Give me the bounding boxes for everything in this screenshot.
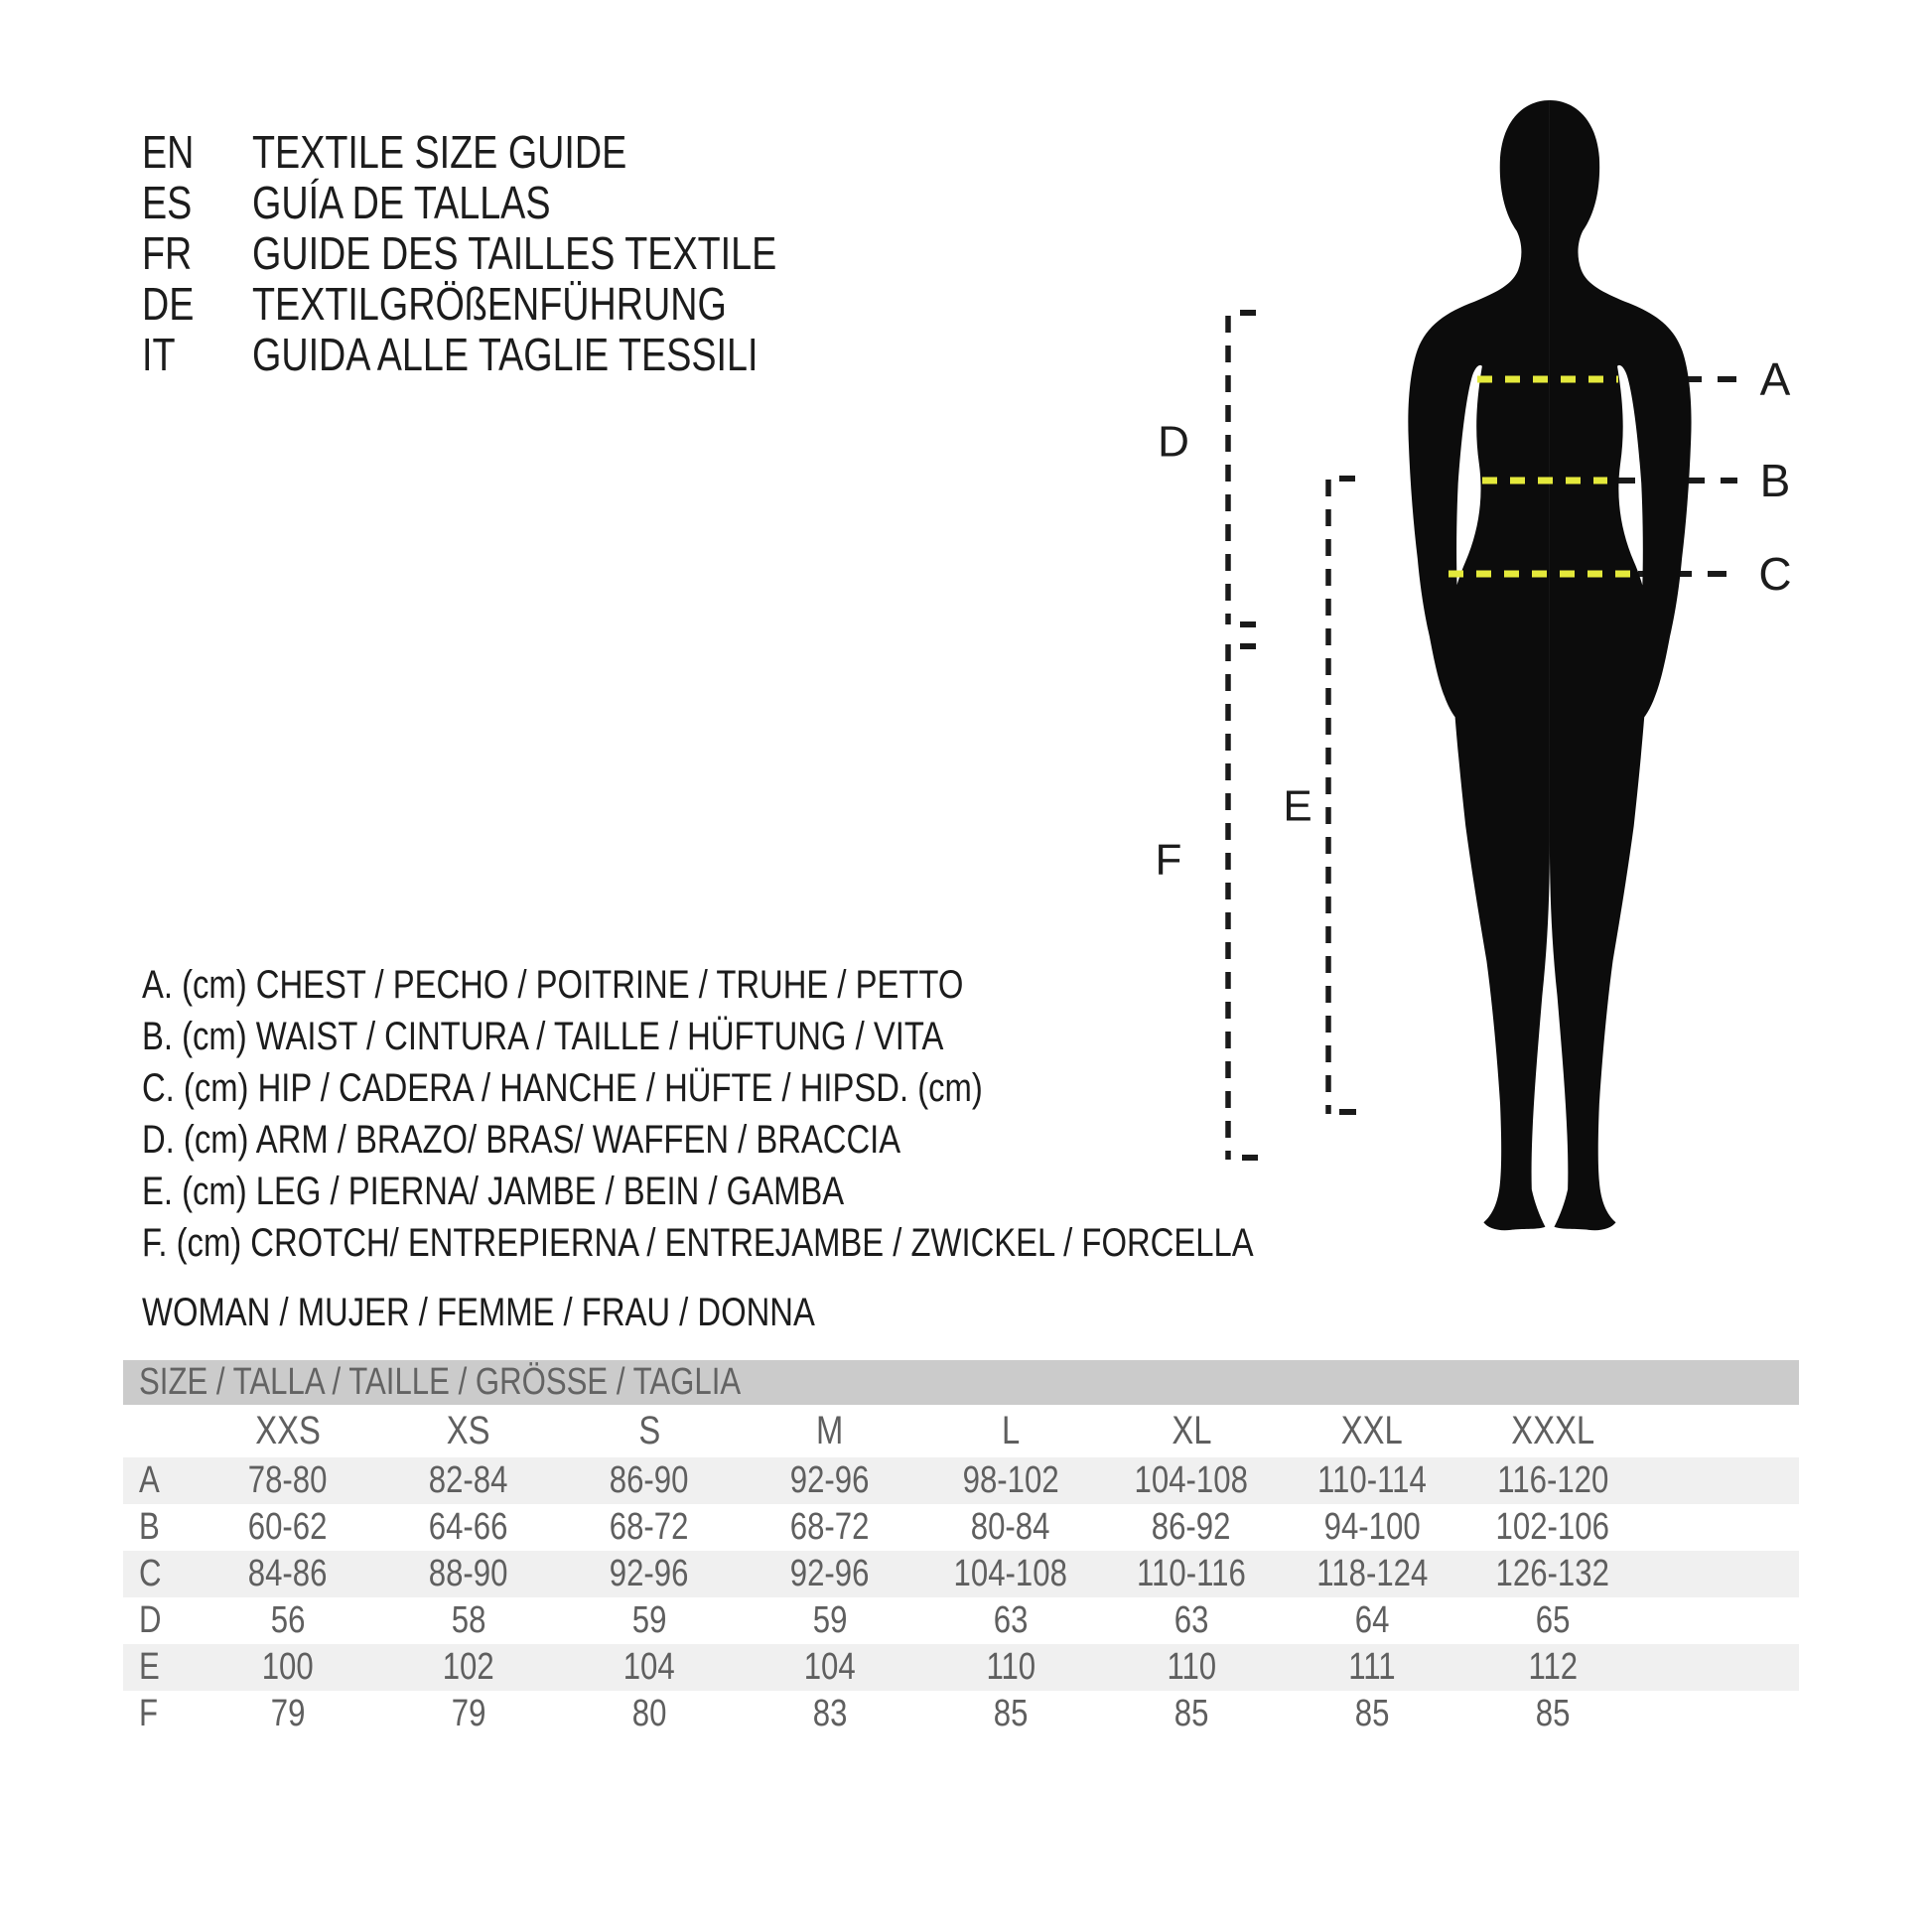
legend-line-e: E. (cm) LEG / PIERNA/ JAMBE / BEIN / GAMBA bbox=[142, 1170, 845, 1213]
cell-value: 88-90 bbox=[429, 1553, 508, 1594]
cell-value: 102-106 bbox=[1495, 1506, 1610, 1548]
silhouette-half-path bbox=[1550, 100, 1692, 1230]
cell-value: 60-62 bbox=[248, 1506, 328, 1548]
legend-line-a: A. (cm) CHEST / PECHO / POITRINE / TRUHE / PETTO bbox=[142, 963, 964, 1007]
cell-value: 104 bbox=[623, 1646, 675, 1688]
cell-value: 94-100 bbox=[1323, 1506, 1421, 1548]
language-code: DE bbox=[142, 278, 195, 330]
cell-value: 79 bbox=[270, 1693, 306, 1734]
cell-value: 56 bbox=[270, 1599, 306, 1641]
cell-value: 80 bbox=[631, 1693, 667, 1734]
label-waist-b: B bbox=[1759, 455, 1791, 506]
cell-value: 85 bbox=[1535, 1693, 1571, 1734]
legend-line-b: B. (cm) WAIST / CINTURA / TAILLE / HÜFTUNG / VITA bbox=[142, 1015, 944, 1058]
cell-value: 110 bbox=[986, 1646, 1035, 1688]
guide-title: GUÍA DE TALLAS bbox=[252, 177, 551, 228]
cell-value: 65 bbox=[1535, 1599, 1571, 1641]
size-col-s: S bbox=[638, 1409, 660, 1452]
cell-value: 116-120 bbox=[1496, 1459, 1609, 1501]
row-label: B bbox=[139, 1506, 160, 1548]
language-code: FR bbox=[142, 227, 193, 279]
cell-value: 104-108 bbox=[953, 1553, 1068, 1594]
cell-value: 118-124 bbox=[1315, 1553, 1429, 1594]
label-leg-e: E bbox=[1283, 781, 1312, 831]
size-header-row bbox=[123, 1405, 1799, 1457]
cell-value: 110-116 bbox=[1137, 1553, 1246, 1594]
cell-value: 68-72 bbox=[610, 1506, 689, 1548]
body-measurement-figure bbox=[1122, 89, 1837, 1251]
row-label: F bbox=[139, 1693, 159, 1734]
size-col-xs: XS bbox=[447, 1409, 490, 1452]
language-row bbox=[142, 127, 892, 178]
cell-value: 59 bbox=[812, 1599, 848, 1641]
silhouette-mirrored-half bbox=[1408, 100, 1550, 1230]
bracket-ticks bbox=[1240, 313, 1356, 1158]
cell-value: 102 bbox=[443, 1646, 494, 1688]
language-row bbox=[142, 279, 892, 330]
cell-value: 63 bbox=[993, 1599, 1029, 1641]
row-label: C bbox=[139, 1553, 162, 1594]
cell-value: 98-102 bbox=[962, 1459, 1059, 1501]
label-chest-a: A bbox=[1759, 353, 1791, 405]
gender-heading: WOMAN / MUJER / FEMME / FRAU / DONNA bbox=[142, 1291, 815, 1334]
guide-title: GUIDE DES TAILLES TEXTILE bbox=[252, 227, 777, 279]
cell-value: 110-114 bbox=[1317, 1459, 1427, 1501]
cell-value: 80-84 bbox=[971, 1506, 1050, 1548]
cell-value: 92-96 bbox=[610, 1553, 689, 1594]
table-row-crotch bbox=[123, 1691, 1799, 1737]
cell-value: 104-108 bbox=[1134, 1459, 1249, 1501]
guide-title: TEXTILE SIZE GUIDE bbox=[252, 126, 627, 178]
size-table-header-bar bbox=[123, 1360, 1799, 1405]
size-col-m: M bbox=[816, 1409, 844, 1452]
cell-value: 85 bbox=[1354, 1693, 1390, 1734]
language-code: EN bbox=[142, 126, 195, 178]
cell-value: 112 bbox=[1528, 1646, 1578, 1688]
language-row bbox=[142, 228, 892, 279]
language-row bbox=[142, 178, 892, 228]
cell-value: 58 bbox=[451, 1599, 486, 1641]
label-hip-c: C bbox=[1758, 548, 1792, 600]
cell-value: 79 bbox=[451, 1693, 486, 1734]
cell-value: 85 bbox=[1173, 1693, 1209, 1734]
table-row-arm bbox=[123, 1597, 1799, 1644]
legend-line-d: D. (cm) ARM / BRAZO/ BRAS/ WAFFEN / BRACCIA bbox=[142, 1118, 901, 1162]
language-row bbox=[142, 330, 892, 380]
size-col-xxxl: XXXL bbox=[1511, 1409, 1594, 1452]
label-arm-d: D bbox=[1158, 417, 1189, 467]
size-table-header-text: SIZE / TALLA / TAILLE / GRÖSSE / TAGLIA bbox=[139, 1361, 742, 1403]
vertical-measure-lines bbox=[1228, 313, 1356, 1160]
cell-value: 82-84 bbox=[429, 1459, 508, 1501]
cell-value: 110 bbox=[1167, 1646, 1216, 1688]
cell-value: 64 bbox=[1354, 1599, 1390, 1641]
cell-value: 111 bbox=[1348, 1646, 1396, 1688]
table-row-hip bbox=[123, 1551, 1799, 1597]
size-col-xl: XL bbox=[1171, 1409, 1212, 1452]
cell-value: 85 bbox=[993, 1693, 1029, 1734]
cell-value: 64-66 bbox=[429, 1506, 508, 1548]
table-row-chest bbox=[123, 1457, 1799, 1504]
size-table bbox=[123, 1405, 1799, 1737]
table-row-waist bbox=[123, 1504, 1799, 1551]
table-row-leg bbox=[123, 1644, 1799, 1691]
size-table-section bbox=[123, 1360, 1799, 1737]
language-code: IT bbox=[142, 329, 176, 380]
cell-value: 86-90 bbox=[610, 1459, 689, 1501]
cell-value: 100 bbox=[262, 1646, 314, 1688]
legend-line-f: F. (cm) CROTCH/ ENTREPIERNA / ENTREJAMBE / ZWICKEL / FORCELLA bbox=[142, 1221, 1254, 1265]
cell-value: 83 bbox=[812, 1693, 848, 1734]
row-label: A bbox=[139, 1459, 160, 1501]
legend-line-c: C. (cm) HIP / CADERA / HANCHE / HÜFTE / HIPSD. (cm) bbox=[142, 1066, 983, 1110]
guide-title: TEXTILGRÖßENFÜHRUNG bbox=[252, 278, 727, 330]
guide-title: GUIDA ALLE TAGLIE TESSILI bbox=[252, 329, 759, 380]
cell-value: 63 bbox=[1173, 1599, 1209, 1641]
row-label: D bbox=[139, 1599, 162, 1641]
row-label: E bbox=[139, 1646, 160, 1688]
cell-value: 92-96 bbox=[790, 1459, 870, 1501]
woman-silhouette bbox=[1408, 100, 1691, 1230]
language-code: ES bbox=[142, 177, 193, 228]
cell-value: 92-96 bbox=[790, 1553, 870, 1594]
cell-value: 84-86 bbox=[248, 1553, 328, 1594]
language-title-list bbox=[142, 127, 892, 380]
cell-value: 104 bbox=[804, 1646, 856, 1688]
cell-value: 126-132 bbox=[1495, 1553, 1610, 1594]
cell-value: 86-92 bbox=[1152, 1506, 1231, 1548]
size-col-xxs: XXS bbox=[255, 1409, 321, 1452]
label-crotch-f: F bbox=[1155, 835, 1182, 885]
size-col-l: L bbox=[1001, 1409, 1021, 1452]
cell-value: 78-80 bbox=[248, 1459, 328, 1501]
cell-value: 59 bbox=[631, 1599, 667, 1641]
size-col-xxl: XXL bbox=[1340, 1409, 1403, 1452]
cell-value: 68-72 bbox=[790, 1506, 870, 1548]
